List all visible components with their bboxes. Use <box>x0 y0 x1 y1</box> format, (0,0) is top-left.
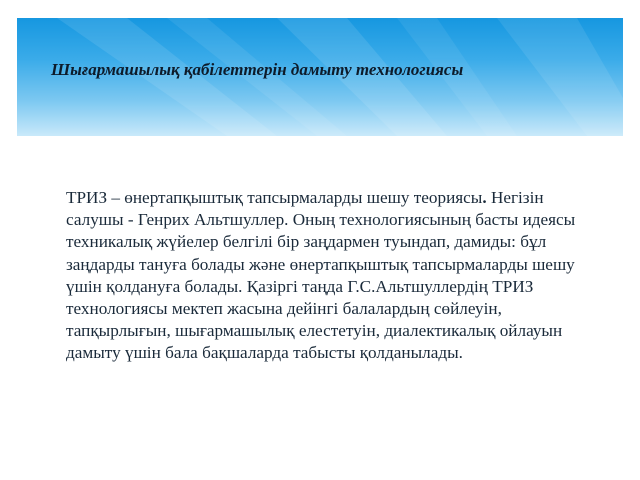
body-main-text: Негізін салушы - Генрих Альтшуллер. Оның технологиясының басты идеясы техникалық жүйелер белгілі бір заңдармен туындап, дамиды: бұл заңдарды тануға болады және өнертапқыштық тапсырмаларды шешу үшін қолдануға болады. Қазіргі таңда Г.С.Альтшуллердің ТРИЗ технологиясы мектеп жасына дейінгі балалардың сөйлеуін, тапқырлығын, шығармашылық елестетуін, диалектикалық ойлауын дамыту үшін бала бақшаларда табысты қолданылады. <box>66 188 576 363</box>
body-lead-period: . <box>482 188 487 207</box>
header-band <box>17 18 623 136</box>
slide-title: Шығармашылық қабілеттерін дамыту технологиясы <box>51 60 464 79</box>
body-lead-sentence: ТРИЗ – өнертапқыштық тапсырмаларды шешу теориясы <box>66 188 483 207</box>
body-paragraph <box>66 187 586 365</box>
